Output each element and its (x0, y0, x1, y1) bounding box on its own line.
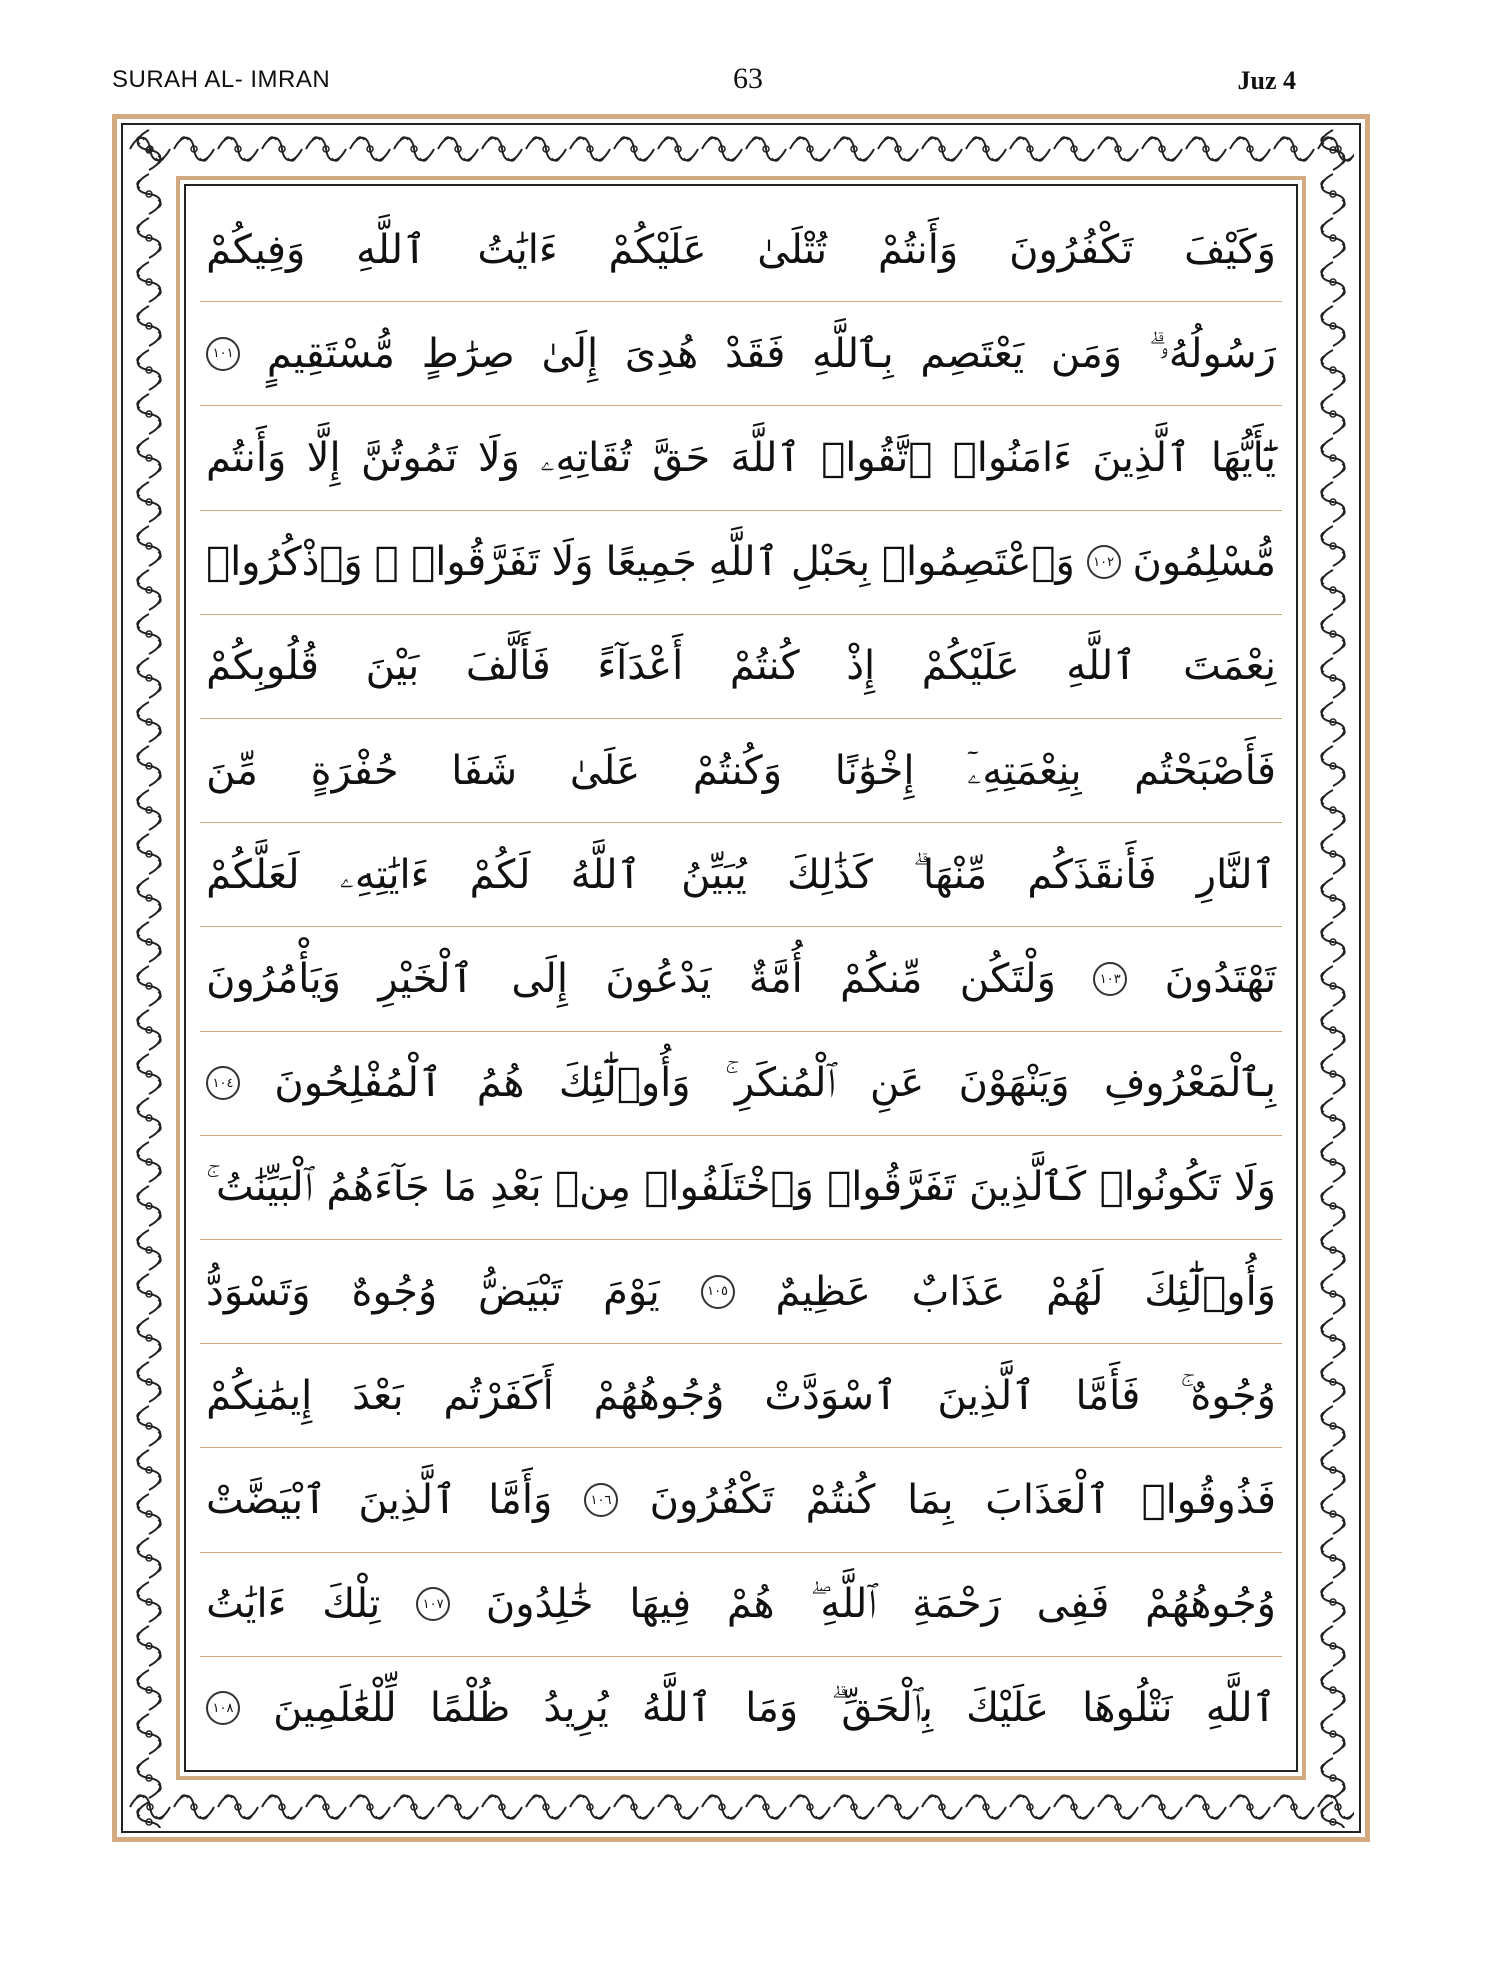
text-line (200, 1344, 1282, 1448)
arabic-word: تَهْتَدُونَ (1164, 956, 1276, 1003)
arabic-word: ٱلْمُنكَرِ ۚ (724, 1060, 836, 1107)
arabic-word: إِخْوَٰنًا (834, 747, 915, 794)
arabic-word: ٱلَّذِينَ (358, 1477, 457, 1524)
arabic-word: حُفْرَةٍ (310, 747, 399, 794)
arabic-word: حَقَّ (652, 435, 711, 481)
arabic-word: وُجُوهُهُمْ (1145, 1581, 1276, 1628)
arabic-word: تَكْفُرُونَ (649, 1477, 774, 1524)
ornament-border-bottom (128, 1786, 1354, 1828)
arabic-word: كُنتُمْ (805, 1477, 876, 1524)
text-line (200, 719, 1282, 823)
arabic-word: عَلَيْكَ (966, 1685, 1050, 1732)
arabic-word: تُقَاتِهِۦ (540, 435, 632, 481)
ornament-border-right (1312, 128, 1354, 1828)
arabic-word: كُنتُمْ (729, 643, 800, 690)
arabic-word: مِّنكُمْ (840, 956, 923, 1003)
arabic-word: وَمَن (1050, 330, 1123, 377)
arabic-word: وَمَا (745, 1685, 799, 1732)
arabic-word: وَلَا (477, 435, 520, 481)
juz-label: Juz 4 (1237, 66, 1296, 95)
arabic-word: مُّسْلِمُونَ (1132, 539, 1276, 586)
arabic-word: يُبَيِّنُ (681, 851, 747, 898)
arabic-word: إِلَى (511, 956, 568, 1003)
arabic-word: ٱللَّهِ (708, 539, 779, 586)
arabic-word: عَلَيْكُمْ (921, 643, 1020, 690)
ayah-number-marker: ١٠١ (206, 337, 240, 371)
arabic-word: تِلْكَ (322, 1581, 381, 1628)
arabic-word: وَلْتَكُن (959, 956, 1056, 1003)
page-number: 63 (733, 62, 763, 95)
ayah-number-marker: ١٠٨ (206, 1691, 240, 1725)
arabic-word: ٱلَّذِينَ (937, 1372, 1036, 1419)
arabic-word: فَفِى (1036, 1581, 1110, 1628)
arabic-word: تَفَرَّقُوا۟ (827, 1164, 956, 1211)
ayah-number-marker: ١٠٤ (206, 1066, 240, 1100)
ayah-number-marker: ١٠٣ (1093, 962, 1127, 996)
arabic-word: وُجُوهٌ ۚ (1180, 1372, 1276, 1419)
arabic-word: هُمْ (726, 1581, 775, 1628)
arabic-word: بِٱلْمَعْرُوفِ (1103, 1060, 1276, 1107)
arabic-word: ظُلْمًا (429, 1685, 511, 1732)
arabic-word: بَعْدِ (490, 1164, 542, 1211)
arabic-word: ٱللَّهِ (356, 226, 427, 273)
arabic-word: ٱلنَّارِ (1196, 851, 1276, 898)
arabic-word: فَأَنقَذَكُم (1027, 851, 1157, 898)
arabic-word: لَكُمْ (469, 851, 531, 898)
arabic-word: وَأُو۟لَٰٓئِكَ (1144, 1268, 1276, 1315)
arabic-word: تَفَرَّقُوا۟ ۚ (374, 539, 540, 586)
text-line (200, 198, 1282, 302)
arabic-word: ءَايَٰتِهِۦ (339, 851, 430, 898)
text-line (200, 1553, 1282, 1657)
arabic-word: فَأَصْبَحْتُم (1134, 747, 1276, 794)
arabic-word: إِلَىٰ (541, 330, 599, 377)
arabic-word: وَٱخْتَلَفُوا۟ (644, 1164, 814, 1211)
arabic-word: مِنۢ (555, 1164, 631, 1211)
arabic-word: إِيمَٰنِكُمْ (206, 1372, 313, 1419)
arabic-word: وَأَمَّا (488, 1477, 553, 1524)
arabic-word: جَمِيعًا (605, 539, 697, 586)
arabic-word: بَعْدَ (352, 1372, 404, 1419)
arabic-word: بِٱلْحَقِّ ۗ (831, 1685, 934, 1732)
arabic-word: فَأَمَّا (1075, 1372, 1141, 1419)
arabic-word: بِنِعْمَتِهِۦٓ (967, 747, 1082, 794)
arabic-word: تَبْيَضُّ (478, 1268, 563, 1315)
surah-name: SURAH AL- IMRAN (112, 66, 331, 93)
arabic-word: ٱللَّهِ (1205, 1685, 1276, 1732)
ayah-number-marker: ١٠٦ (584, 1483, 618, 1517)
arabic-word: بِحَبْلِ (790, 539, 871, 586)
text-line (200, 302, 1282, 406)
arabic-word: يَعْتَصِم (920, 330, 1025, 377)
arabic-word: هُمُ (476, 1060, 525, 1107)
arabic-word: تَمُوتُنَّ (360, 435, 458, 481)
arabic-word: فِيهَا (629, 1581, 692, 1628)
arabic-word: ٱللَّهَ (730, 435, 801, 481)
arabic-word: ءَايَٰتُ (477, 226, 558, 273)
ornament-border-top (128, 128, 1354, 170)
arabic-word: كَٱلَّذِينَ (968, 1164, 1087, 1211)
arabic-word: شَفَا (451, 747, 518, 794)
arabic-word: يَدْعُونَ (605, 956, 712, 1003)
arabic-word: ٱللَّهُ (570, 851, 641, 898)
arabic-word: إِذْ (846, 643, 876, 690)
arabic-word: وَٱذْكُرُوا۟ (206, 539, 363, 586)
text-line (200, 615, 1282, 719)
text-line (200, 511, 1282, 615)
arabic-word: ٱللَّهِ (1066, 643, 1137, 690)
arabic-word: ٱسْوَدَّتْ (764, 1372, 898, 1419)
arabic-word: تُتْلَىٰ (757, 226, 828, 273)
arabic-word: خَٰلِدُونَ (485, 1581, 594, 1628)
arabic-word: لَهُمْ (1046, 1268, 1104, 1315)
arabic-word: وَكَيْفَ (1184, 226, 1276, 273)
arabic-word: لَعَلَّكُمْ (206, 851, 300, 898)
arabic-word: وُجُوهُهُمْ (593, 1372, 725, 1419)
ayah-number-marker: ١٠٥ (701, 1275, 735, 1309)
arabic-word: رَحْمَةِ (912, 1581, 1001, 1628)
arabic-word: وَيَنْهَوْنَ (958, 1060, 1070, 1107)
arabic-word: يَوْمَ (603, 1268, 660, 1315)
arabic-word: يَٰٓأَيُّهَا (1210, 435, 1276, 481)
arabic-word: بَيْنَ (365, 643, 420, 690)
arabic-word: وَلَا (551, 539, 594, 586)
arabic-word: فَقَدْ (725, 330, 786, 377)
ayah-number-marker: ١٠٧ (416, 1587, 450, 1621)
text-line (200, 406, 1282, 510)
arabic-word: صِرَٰطٍ (421, 330, 515, 377)
arabic-word: عَلَىٰ (569, 747, 641, 794)
ornament-border-left (128, 128, 170, 1828)
arabic-word: جَآءَهُمُ (326, 1164, 430, 1211)
arabic-word: تَكْفُرُونَ (1009, 226, 1134, 273)
arabic-word: بِمَا (907, 1477, 954, 1524)
arabic-word: إِلَّا (306, 435, 341, 481)
arabic-word: أَكَفَرْتُم (443, 1372, 554, 1419)
text-line (200, 927, 1282, 1031)
text-line (200, 1448, 1282, 1552)
arabic-word: أُمَّةٌ (748, 956, 803, 1003)
arabic-word: قُلُوبِكُمْ (206, 643, 319, 690)
arabic-word: وَفِيكُمْ (206, 226, 306, 273)
arabic-word: لِّلْعَٰلَمِينَ (273, 1685, 397, 1732)
text-line (200, 1657, 1282, 1760)
quran-text (200, 198, 1282, 1760)
arabic-word: مِّنَ (206, 747, 258, 794)
arabic-word: وَتَسْوَدُّ (206, 1268, 311, 1315)
arabic-word: ٱللَّهُ (641, 1685, 713, 1732)
arabic-word: ٱلْعَذَابَ (985, 1477, 1110, 1524)
arabic-word: فَأَلَّفَ (465, 643, 551, 690)
arabic-word: عَظِيمٌ (775, 1268, 871, 1315)
arabic-word: وَأُو۟لَٰٓئِكَ (558, 1060, 691, 1107)
arabic-word: ٱلَّذِينَ (1092, 435, 1191, 481)
arabic-word: يُرِيدُ (543, 1685, 609, 1732)
arabic-word: عَلَيْكُمْ (608, 226, 707, 273)
arabic-word: ٱلْمُفْلِحُونَ (274, 1060, 443, 1107)
arabic-word: مُّسْتَقِيمٍ (266, 330, 395, 377)
arabic-word: هُدِىَ (624, 330, 699, 377)
arabic-word: ٱلْبَيِّنَٰتُ ۚ (206, 1164, 313, 1211)
arabic-word: بِٱللَّهِ (812, 330, 894, 377)
arabic-word: ءَامَنُوا۟ (952, 435, 1072, 481)
arabic-word: مَا (443, 1164, 477, 1211)
arabic-word: نِعْمَتَ (1183, 643, 1276, 690)
arabic-word: نَتْلُوهَا (1082, 1685, 1173, 1732)
arabic-word: ءَايَٰتُ (206, 1581, 287, 1628)
arabic-word: ٱتَّقُوا۟ (821, 435, 933, 481)
arabic-word: وَكُنتُمْ (692, 747, 783, 794)
text-line (200, 1136, 1282, 1240)
arabic-word: ٱللَّهِ ۖ (810, 1581, 877, 1628)
arabic-word: وَلَا (1233, 1164, 1276, 1211)
ayah-number-marker: ١٠٢ (1087, 545, 1121, 579)
arabic-word: فَذُوقُوا۟ (1141, 1477, 1276, 1524)
arabic-word: كَذَٰلِكَ (786, 851, 873, 898)
arabic-word: رَسُولُهُۥ ۗ (1148, 330, 1276, 377)
arabic-word: عَذَابٌ (911, 1268, 1006, 1315)
arabic-word: وَٱعْتَصِمُوا۟ (881, 539, 1075, 586)
arabic-word: ٱلْخَيْرِ (378, 956, 474, 1003)
arabic-word: وُجُوهٌ (351, 1268, 438, 1315)
arabic-word: مِّنْهَا ۗ (913, 851, 988, 898)
arabic-word: أَعْدَآءً (597, 643, 684, 690)
arabic-word: وَأَنتُم (206, 435, 287, 481)
text-line (200, 1032, 1282, 1136)
text-line (200, 823, 1282, 927)
arabic-word: وَأَنتُمْ (877, 226, 959, 273)
arabic-word: ٱبْيَضَّتْ (206, 1477, 327, 1524)
arabic-word: وَيَأْمُرُونَ (206, 956, 341, 1003)
arabic-word: عَنِ (869, 1060, 925, 1107)
arabic-word: تَكُونُوا۟ (1099, 1164, 1221, 1211)
text-line (200, 1240, 1282, 1344)
